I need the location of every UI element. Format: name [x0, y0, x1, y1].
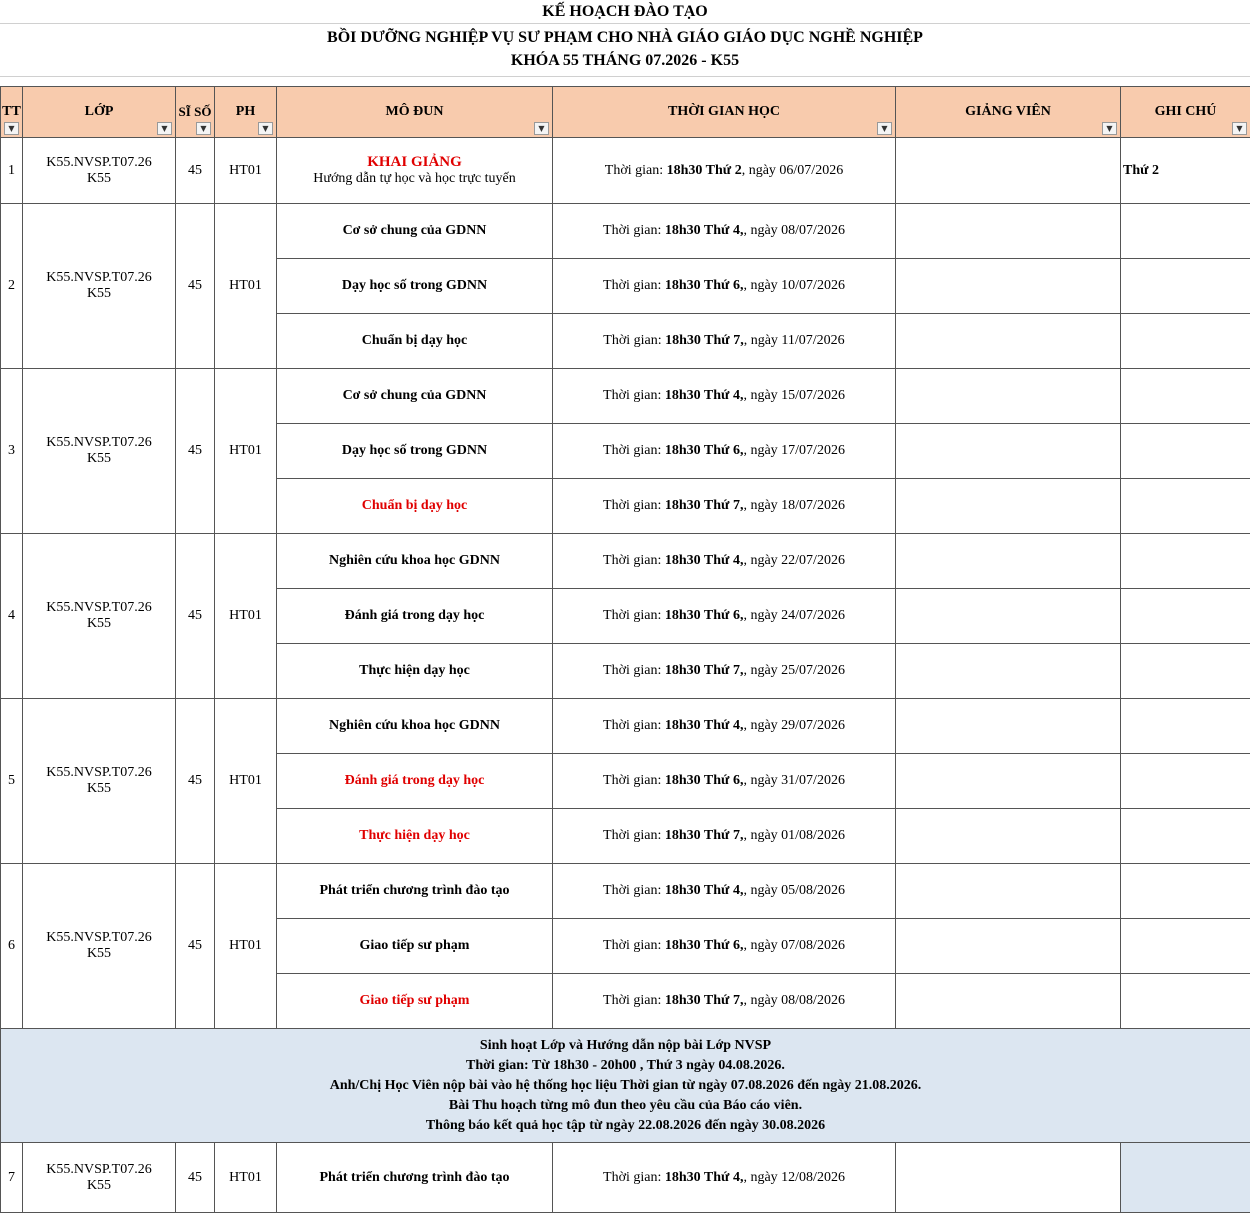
dropdown-arrow-icon[interactable]: ▼: [4, 122, 19, 135]
note-cell: [1121, 589, 1250, 644]
note-cell: [1121, 479, 1250, 534]
module-cell: Nghiên cứu khoa học GDNN: [277, 534, 553, 589]
time-cell: Thời gian: 18h30 Thứ 4,, ngày 12/08/2026: [553, 1143, 896, 1213]
tt-cell: 4: [1, 534, 23, 699]
time-cell: Thời gian: 18h30 Thứ 7,, ngày 01/08/2026: [553, 809, 896, 864]
lecturer-cell: [896, 919, 1121, 974]
time-cell: Thời gian: 18h30 Thứ 6,, ngày 24/07/2026: [553, 589, 896, 644]
note-line: Sinh hoạt Lớp và Hướng dẫn nộp bài Lớp NVSP: [1, 1036, 1250, 1056]
time-cell: Thời gian: 18h30 Thứ 4,, ngày 22/07/2026: [553, 534, 896, 589]
tt-cell: 1: [1, 138, 23, 204]
module-cell: Đánh giá trong dạy học: [277, 589, 553, 644]
note-cell: [1121, 534, 1250, 589]
header-modun: MÔ ĐUN ▼: [277, 87, 553, 138]
lecturer-cell: [896, 479, 1121, 534]
class-cell: K55.NVSP.T07.26 K55: [23, 864, 176, 1029]
note-cell: [1121, 1143, 1250, 1213]
time-cell: Thời gian: 18h30 Thứ 4,, ngày 08/07/2026: [553, 204, 896, 259]
time-cell: Thời gian: 18h30 Thứ 7,, ngày 11/07/2026: [553, 314, 896, 369]
note-line: Thông báo kết quả học tập từ ngày 22.08.2026 đến ngày 30.08.2026: [1, 1116, 1250, 1136]
note-cell: [1121, 699, 1250, 754]
plan-subtitle: BỒI DƯỠNG NGHIỆP VỤ SƯ PHẠM CHO NHÀ GIÁO GIÁO DỤC NGHỀ NGHIỆP: [0, 29, 1250, 47]
lecturer-cell: [896, 699, 1121, 754]
time-cell: Thời gian: 18h30 Thứ 6,, ngày 17/07/2026: [553, 424, 896, 479]
module-cell: Giao tiếp sư phạm: [277, 919, 553, 974]
dropdown-arrow-icon[interactable]: ▼: [877, 122, 892, 135]
table-row: [1, 204, 1250, 259]
lecturer-cell: [896, 644, 1121, 699]
module-cell: Chuẩn bị dạy học: [277, 479, 553, 534]
table-row: [1, 138, 1250, 204]
module-cell: Nghiên cứu khoa học GDNN: [277, 699, 553, 754]
note-cell: [1121, 919, 1250, 974]
class-cell: K55.NVSP.T07.26 K55: [23, 138, 176, 204]
header-ghichu: GHI CHÚ ▼: [1121, 87, 1250, 138]
table-row: [1, 1143, 1250, 1213]
note-line: Bài Thu hoạch từng mô đun theo yêu cầu của Báo cáo viên.: [1, 1096, 1250, 1116]
time-cell: Thời gian: 18h30 Thứ 7,, ngày 18/07/2026: [553, 479, 896, 534]
course-title: KHÓA 55 THÁNG 07.2026 - K55: [0, 52, 1250, 70]
dropdown-arrow-icon[interactable]: ▼: [534, 122, 549, 135]
note-cell: [1121, 974, 1250, 1029]
time-cell: Thời gian: 18h30 Thứ 2, ngày 06/07/2026: [553, 138, 896, 204]
schedule-table: [0, 86, 1250, 1213]
time-cell: Thời gian: 18h30 Thứ 6,, ngày 07/08/2026: [553, 919, 896, 974]
opening-label: KHAI GIẢNG: [277, 154, 552, 171]
class-cell: K55.NVSP.T07.26 K55: [23, 699, 176, 864]
siso-cell: 45: [176, 534, 215, 699]
header-row: [1, 87, 1250, 138]
note-cell: [1121, 204, 1250, 259]
class-cell: K55.NVSP.T07.26 K55: [23, 1143, 176, 1213]
siso-cell: 45: [176, 204, 215, 369]
lecturer-cell: [896, 369, 1121, 424]
header-tt: TT ▼: [1, 87, 23, 138]
time-cell: Thời gian: 18h30 Thứ 4,, ngày 15/07/2026: [553, 369, 896, 424]
header-lop: LỚP ▼: [23, 87, 176, 138]
siso-cell: 45: [176, 138, 215, 204]
lecturer-cell: [896, 138, 1121, 204]
siso-cell: 45: [176, 864, 215, 1029]
lecturer-cell: [896, 314, 1121, 369]
time-cell: Thời gian: 18h30 Thứ 6,, ngày 31/07/2026: [553, 754, 896, 809]
dropdown-arrow-icon[interactable]: ▼: [258, 122, 273, 135]
note-cell: Thứ 2: [1121, 138, 1250, 204]
room-cell: HT01: [215, 204, 277, 369]
note-cell: [1121, 369, 1250, 424]
note-line: Anh/Chị Học Viên nộp bài vào hệ thống học liệu Thời gian từ ngày 07.08.2026 đến ngày 21.08.2026.: [1, 1076, 1250, 1096]
title-divider: [0, 76, 1250, 77]
tt-cell: 2: [1, 204, 23, 369]
siso-cell: 45: [176, 369, 215, 534]
module-cell: Phát triển chương trình đào tạo: [277, 1143, 553, 1213]
module-cell: Thực hiện dạy học: [277, 644, 553, 699]
note-line: Thời gian: Từ 18h30 - 20h00 , Thứ 3 ngày 04.08.2026.: [1, 1056, 1250, 1076]
module-cell: Chuẩn bị dạy học: [277, 314, 553, 369]
notes-cell: [1, 1029, 1250, 1143]
tt-cell: 3: [1, 369, 23, 534]
lecturer-cell: [896, 424, 1121, 479]
opening-subtitle: Hướng dẫn tự học và học trực tuyến: [277, 171, 552, 187]
room-cell: HT01: [215, 138, 277, 204]
module-cell: Cơ sở chung của GDNN: [277, 369, 553, 424]
time-cell: Thời gian: 18h30 Thứ 6,, ngày 10/07/2026: [553, 259, 896, 314]
room-cell: HT01: [215, 1143, 277, 1213]
lecturer-cell: [896, 534, 1121, 589]
class-cell: K55.NVSP.T07.26 K55: [23, 534, 176, 699]
note-cell: [1121, 864, 1250, 919]
lecturer-cell: [896, 204, 1121, 259]
module-cell: Cơ sở chung của GDNN: [277, 204, 553, 259]
header-thoigian: THỜI GIAN HỌC ▼: [553, 87, 896, 138]
table-row: [1, 534, 1250, 589]
lecturer-cell: [896, 259, 1121, 314]
dropdown-arrow-icon[interactable]: ▼: [196, 122, 211, 135]
siso-cell: 45: [176, 1143, 215, 1213]
note-cell: [1121, 259, 1250, 314]
header-giangvien: GIẢNG VIÊN ▼: [896, 87, 1121, 138]
plan-title: KẾ HOẠCH ĐÀO TẠO: [0, 3, 1250, 21]
notes-row: [1, 1029, 1250, 1143]
module-cell: [277, 138, 553, 204]
module-cell: Thực hiện dạy học: [277, 809, 553, 864]
header-ph: PH ▼: [215, 87, 277, 138]
module-cell: Đánh giá trong dạy học: [277, 754, 553, 809]
lecturer-cell: [896, 1143, 1121, 1213]
time-cell: Thời gian: 18h30 Thứ 7,, ngày 08/08/2026: [553, 974, 896, 1029]
tt-cell: 6: [1, 864, 23, 1029]
room-cell: HT01: [215, 369, 277, 534]
dropdown-arrow-icon[interactable]: ▼: [1102, 122, 1117, 135]
module-cell: Dạy học số trong GDNN: [277, 259, 553, 314]
header-siso: SĨ SỐ ▼: [176, 87, 215, 138]
tt-cell: 7: [1, 1143, 23, 1213]
class-cell: K55.NVSP.T07.26 K55: [23, 369, 176, 534]
room-cell: HT01: [215, 864, 277, 1029]
lecturer-cell: [896, 589, 1121, 644]
tt-cell: 5: [1, 699, 23, 864]
class-cell: K55.NVSP.T07.26 K55: [23, 204, 176, 369]
note-cell: [1121, 754, 1250, 809]
table-row: [1, 369, 1250, 424]
module-cell: Dạy học số trong GDNN: [277, 424, 553, 479]
time-cell: Thời gian: 18h30 Thứ 7,, ngày 25/07/2026: [553, 644, 896, 699]
lecturer-cell: [896, 754, 1121, 809]
time-cell: Thời gian: 18h30 Thứ 4,, ngày 05/08/2026: [553, 864, 896, 919]
module-cell: Giao tiếp sư phạm: [277, 974, 553, 1029]
note-cell: [1121, 809, 1250, 864]
lecturer-cell: [896, 809, 1121, 864]
time-cell: Thời gian: 18h30 Thứ 4,, ngày 29/07/2026: [553, 699, 896, 754]
dropdown-arrow-icon[interactable]: ▼: [157, 122, 172, 135]
note-cell: [1121, 314, 1250, 369]
lecturer-cell: [896, 864, 1121, 919]
note-cell: [1121, 424, 1250, 479]
title-divider: [0, 23, 1250, 24]
room-cell: HT01: [215, 699, 277, 864]
module-cell: Phát triển chương trình đào tạo: [277, 864, 553, 919]
siso-cell: 45: [176, 699, 215, 864]
lecturer-cell: [896, 974, 1121, 1029]
room-cell: HT01: [215, 534, 277, 699]
table-row: [1, 699, 1250, 754]
note-cell: [1121, 644, 1250, 699]
dropdown-arrow-icon[interactable]: ▼: [1232, 122, 1247, 135]
table-row: [1, 864, 1250, 919]
